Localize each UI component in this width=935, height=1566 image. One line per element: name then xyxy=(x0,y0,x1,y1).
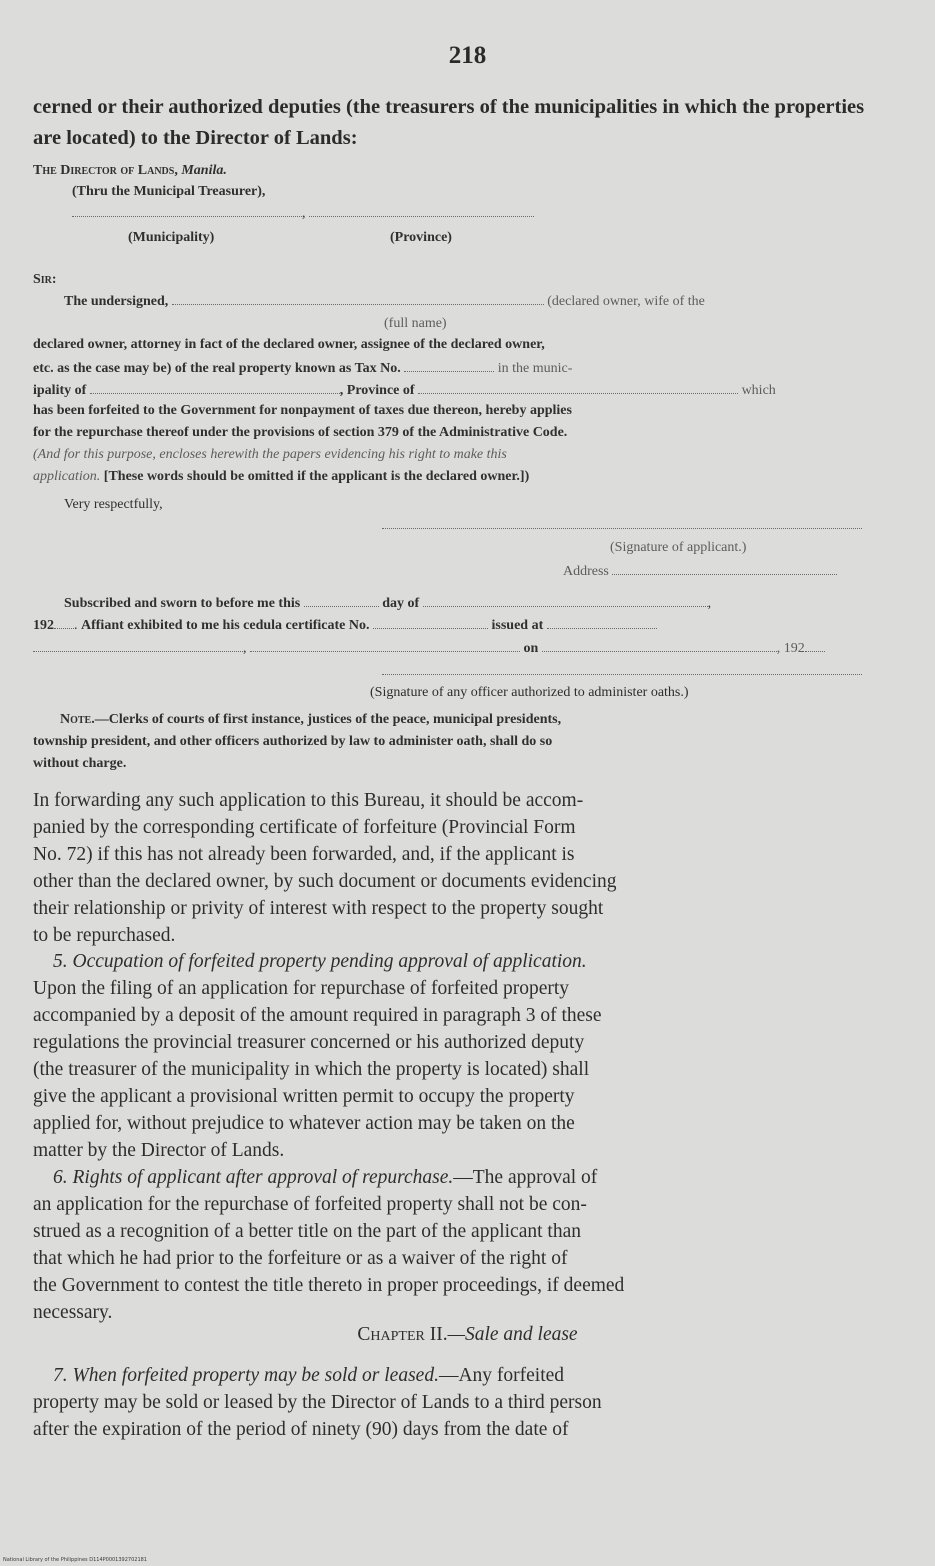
affiant-line: 192 . Affiant exhibited to me his cedula certificate No. issued at xyxy=(33,616,873,634)
salutation: Sir: xyxy=(33,272,57,287)
municipality-caption: (Municipality) xyxy=(128,230,215,245)
undersigned-label: The undersigned, xyxy=(64,294,169,309)
section-7-first: —Any forfeited xyxy=(438,1365,565,1386)
addressee-city: Manila. xyxy=(181,163,227,178)
section-7-heading: 7. When forfeited property may be sold or leased. xyxy=(53,1365,439,1386)
municipality-blank xyxy=(72,204,302,217)
section-6-heading: 6. Rights of applicant after approval of repurchase. xyxy=(53,1167,454,1188)
text-line: matter by the Director of Lands. xyxy=(33,1140,285,1161)
section-6-first-line xyxy=(53,1164,597,1191)
tax-no-label: etc. as the case may be) of the real property known as Tax No. xyxy=(33,361,401,376)
chapter-heading xyxy=(0,1324,935,1346)
signature-blank xyxy=(382,516,862,529)
text-line: other than the declared owner, by such document or documents evidencing xyxy=(33,871,617,892)
year-prefix: 192 xyxy=(33,618,54,633)
text-line: accompanied by a deposit of the amount required in paragraph 3 of these xyxy=(33,1005,602,1026)
note-line-3: without charge. xyxy=(33,756,127,771)
day-of-label: day of xyxy=(382,596,420,611)
place-blank-2 xyxy=(250,639,520,652)
place-blank xyxy=(33,639,243,652)
officer-signature-line xyxy=(382,662,862,680)
section-7-first-line xyxy=(53,1362,564,1389)
section-5-heading: 5. Occupation of forfeited property pending approval of application. xyxy=(53,951,587,972)
text-line: that which he had prior to the forfeiture or as a waiver of the right of xyxy=(33,1248,568,1269)
date-blank xyxy=(542,639,777,652)
province-blank xyxy=(309,204,534,217)
text-line: strued as a recognition of a better title on the part of the applicant than xyxy=(33,1221,581,1242)
province-of-blank xyxy=(418,381,738,394)
note-line-1 xyxy=(60,712,900,728)
application-italic: application. xyxy=(33,469,101,484)
subscribed-line: Subscribed and sworn to before me this day of , xyxy=(64,596,712,611)
note-label: Note. xyxy=(60,712,95,727)
address-line xyxy=(563,562,935,580)
text-line: panied by the corresponding certificate of forfeiture (Provincial Form xyxy=(33,817,576,838)
form-line-5 xyxy=(33,381,873,399)
text-line: applied for, without prejudice to whatever action may be taken on the xyxy=(33,1113,575,1134)
text-line: give the applicant a provisional written permit to occupy the property xyxy=(33,1086,575,1107)
form-addressee-line xyxy=(33,163,873,179)
text-line: the Government to contest the title thereto in proper proceedings, if deemed xyxy=(33,1275,625,1296)
address-label: Address xyxy=(563,564,609,579)
note-text-1: —Clerks of courts of first instance, justices of the peace, municipal presidents, xyxy=(94,712,562,727)
issued-at-label: issued at xyxy=(491,618,544,633)
form-line-4 xyxy=(33,359,873,377)
section-6-first: —The approval of xyxy=(453,1167,598,1188)
chapter-label: Chapter II. xyxy=(357,1324,448,1345)
chapter-title: —Sale and lease xyxy=(447,1324,578,1345)
form-line-6: has been forfeited to the Government for nonpayment of taxes due thereon, hereby applies xyxy=(33,403,572,418)
year-blank xyxy=(54,616,74,629)
text-line: after the expiration of the period of ninety (90) days from the date of xyxy=(33,1419,569,1440)
text-line: In forwarding any such application to this Bureau, it should be accom- xyxy=(33,790,584,811)
intro-paragraph: cerned or their authorized deputies (the treasurers of the municipalities in which the properties are located) to the Director of Lands: xyxy=(33,96,865,149)
full-name-blank xyxy=(172,292,544,305)
munic-label: in the munic- xyxy=(497,361,573,376)
signature-line xyxy=(382,516,862,534)
form-line-7: for the repurchase thereof under the provisions of section 379 of the Administrative Code. xyxy=(33,425,568,440)
address-blank xyxy=(612,562,837,575)
month-blank xyxy=(423,594,708,607)
municipality-label: ipality of xyxy=(33,383,87,398)
province-of-label: , Province of xyxy=(339,383,415,398)
undersigned-line xyxy=(64,292,904,310)
issued-at-blank xyxy=(547,616,657,629)
on-label: on xyxy=(523,641,539,656)
closing: Very respectfully, xyxy=(64,497,163,512)
text-line: (the treasurer of the municipality in which the property is located) shall xyxy=(33,1059,590,1080)
text-line: to be repurchased. xyxy=(33,925,176,946)
year-label: , 192 xyxy=(776,641,805,656)
text-line: an application for the repurchase of forfeited property shall not be con- xyxy=(33,1194,587,1215)
signature-caption: (Signature of applicant.) xyxy=(610,540,747,555)
cedula-blank xyxy=(373,616,488,629)
form-line-8: (And for this purpose, encloses herewith the papers evidencing his right to make this xyxy=(33,447,507,462)
affiant-label: Affiant exhibited to me his cedula certificate No. xyxy=(81,618,370,633)
text-line: necessary. xyxy=(33,1302,113,1323)
tax-no-blank xyxy=(404,359,494,372)
text-line: No. 72) if this has not already been forwarded, and, if the applicant is xyxy=(33,844,575,865)
footer-credit: National Library of the Philippines D114P0001392702181 xyxy=(3,1557,147,1563)
text-line: property may be sold or leased by the Director of Lands to a third person xyxy=(33,1392,602,1413)
province-caption: (Province) xyxy=(390,230,452,245)
text-line: their relationship or privity of interest with respect to the property sought xyxy=(33,898,604,919)
year-blank-2 xyxy=(805,639,825,652)
form-line-9 xyxy=(33,469,873,485)
addressee: The Director of Lands, xyxy=(33,163,178,178)
form-thru: (Thru the Municipal Treasurer), xyxy=(72,184,266,199)
day-blank xyxy=(304,594,379,607)
officer-signature-blank xyxy=(382,662,862,675)
which-label: which xyxy=(741,383,776,398)
municipality-of-blank xyxy=(90,381,340,394)
text-line: Upon the filing of an application for repurchase of forfeited property xyxy=(33,978,570,999)
page-number: 218 xyxy=(448,42,487,69)
omission-note: [These words should be omitted if the applicant is the declared owner.]) xyxy=(103,469,530,484)
note-line-2: township president, and other officers authorized by law to administer oath, shall do so xyxy=(33,734,553,749)
subscribed-label: Subscribed and sworn to before me this xyxy=(64,596,301,611)
text-line: regulations the provincial treasurer concerned or his authorized deputy xyxy=(33,1032,585,1053)
full-name-caption: (full name) xyxy=(384,316,447,331)
form-blank-line: , xyxy=(72,204,912,222)
on-line: , on , 192 xyxy=(33,639,873,657)
form-line-3: declared owner, attorney in fact of the declared owner, assignee of the declared owner, xyxy=(33,337,545,352)
declared-owner-text: (declared owner, wife of the xyxy=(547,294,705,309)
officer-caption: (Signature of any officer authorized to administer oaths.) xyxy=(370,685,689,700)
